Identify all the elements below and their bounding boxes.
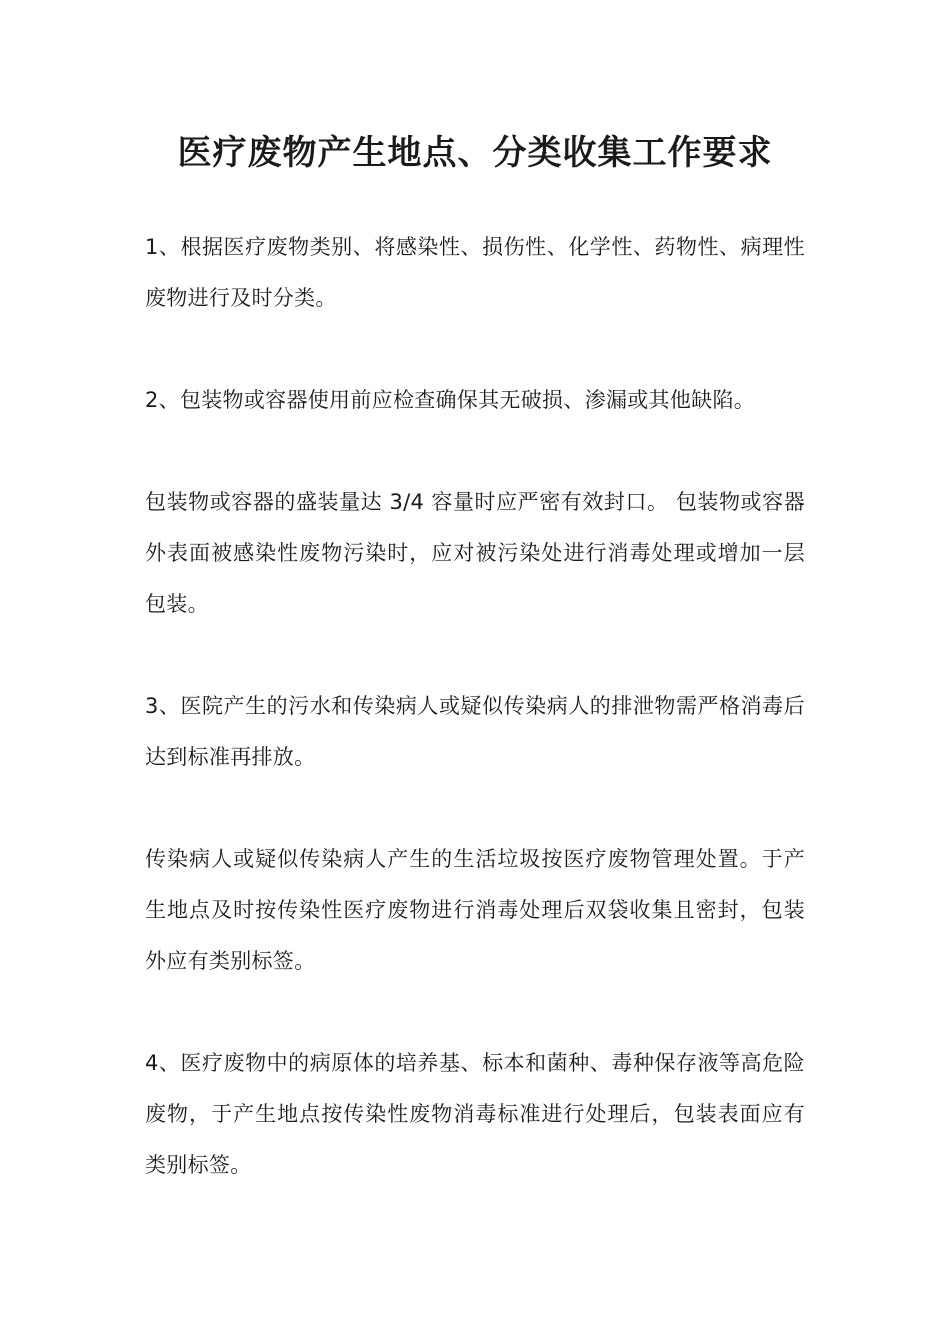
paragraph-4: 3、医院产生的污水和传染病人或疑似传染病人的排泄物需严格消毒后达到标准再排放。 [145, 694, 805, 769]
paragraph-3: 包装物或容器的盛装量达 3/4 容量时应严密有效封口。 包装物或容器外表面被感染性废物污染时，应对被污染处进行消毒处理或增加一层包装。 [145, 490, 805, 616]
document-body [145, 222, 805, 1242]
paragraph-5: 传染病人或疑似传染病人产生的生活垃圾按医疗废物管理处置。于产生地点及时按传染性医疗废物进行消毒处理后双袋收集且密封，包装外应有类别标签。 [145, 847, 805, 973]
paragraph-6: 4、医疗废物中的病原体的培养基、标本和菌种、毒种保存液等高危险废物，于产生地点按传染性废物消毒标准进行处理后，包装表面应有类别标签。 [145, 1051, 805, 1177]
document-title: 医疗废物产生地点、分类收集工作要求 [177, 133, 773, 173]
paragraph-2: 2、包装物或容器使用前应检查确保其无破损、渗漏或其他缺陷。 [145, 388, 756, 412]
paragraph-1: 1、根据医疗废物类别、将感染性、损伤性、化学性、药物性、病理性废物进行及时分类。 [145, 235, 805, 310]
